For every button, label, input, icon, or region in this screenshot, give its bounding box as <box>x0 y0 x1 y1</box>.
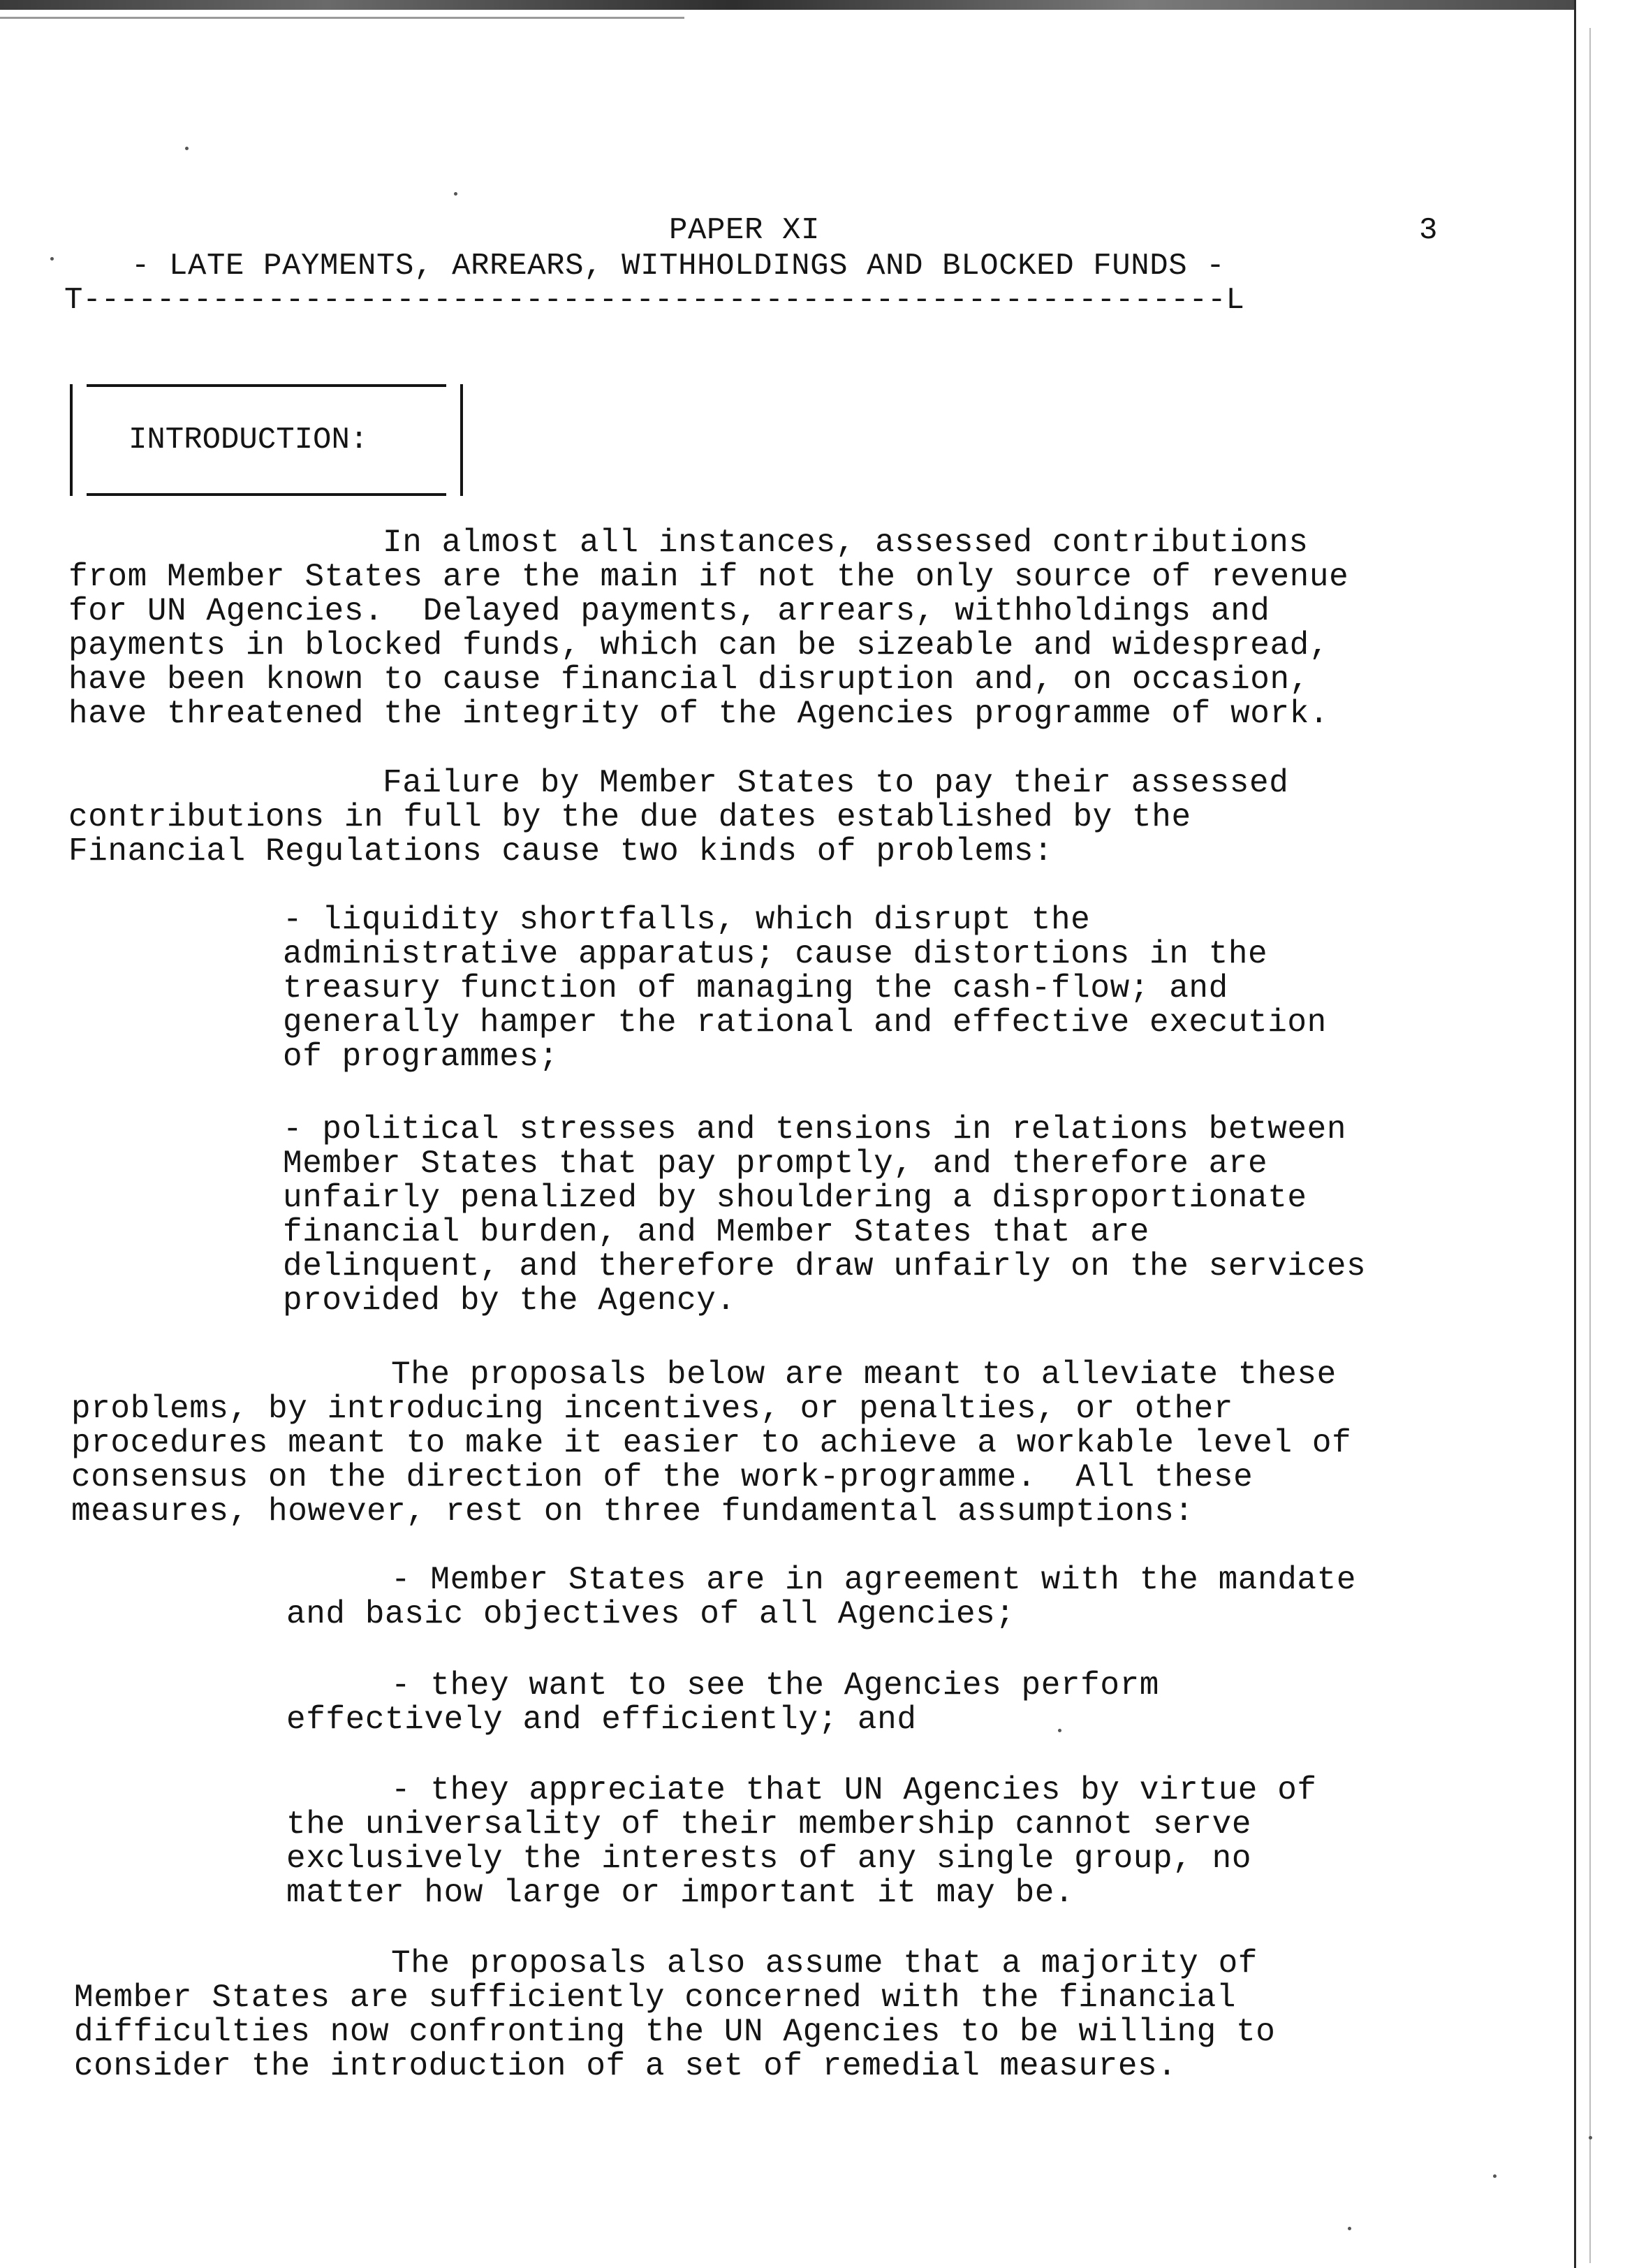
header-rule: T--------------------------------------------------------------L <box>64 283 1244 318</box>
bullet-line: administrative apparatus; cause distortions in the <box>283 936 1268 972</box>
document-title: PAPER XI <box>669 213 821 248</box>
paragraph-line: for UN Agencies. Delayed payments, arrears, withholdings and <box>68 593 1270 629</box>
scan-speck <box>50 257 54 261</box>
scan-speck <box>1589 2136 1592 2139</box>
scan-top-line <box>0 17 684 19</box>
paragraph-line: The proposals below are meant to alleviate these <box>391 1356 1337 1393</box>
section-heading-box <box>70 384 463 496</box>
assumption-line: exclusively the interests of any single group, no <box>286 1841 1252 1877</box>
paragraph-line: Member States are sufficiently concerned with the financial <box>74 1980 1237 2016</box>
scan-right-edge-line <box>1589 28 1591 2263</box>
bullet-line: Member States that pay promptly, and therefore are <box>283 1146 1268 1182</box>
scan-speck <box>454 192 457 196</box>
bullet-line: of programmes; <box>283 1039 559 1075</box>
paragraph-line: have threatened the integrity of the Agencies programme of work. <box>68 696 1330 732</box>
scan-speck <box>1058 1729 1061 1732</box>
bullet-line: unfairly penalized by shouldering a disproportionate <box>283 1180 1307 1216</box>
paragraph-line: have been known to cause financial disruption and, on occasion, <box>68 661 1309 698</box>
assumption-line: - Member States are in agreement with the mandate <box>391 1562 1357 1598</box>
paragraph-line: consensus on the direction of the work-programme. All these <box>71 1459 1254 1495</box>
bullet-line: provided by the Agency. <box>283 1282 736 1319</box>
bullet-line: - liquidity shortfalls, which disrupt the <box>283 902 1091 938</box>
scan-speck <box>185 147 189 150</box>
paragraph-line: The proposals also assume that a majority of <box>391 1945 1258 1982</box>
document-subtitle: - LATE PAYMENTS, ARREARS, WITHHOLDINGS AND BLOCKED FUNDS - <box>131 249 1226 284</box>
scan-speck <box>1493 2174 1497 2178</box>
paragraph-line: consider the introduction of a set of remedial measures. <box>74 2048 1177 2084</box>
bullet-line: treasury function of managing the cash-flow; and <box>283 970 1228 1007</box>
assumption-line: - they want to see the Agencies perform <box>391 1667 1159 1704</box>
assumption-line: and basic objectives of all Agencies; <box>286 1596 1015 1632</box>
bullet-line: delinquent, and therefore draw unfairly on the services <box>283 1248 1367 1285</box>
paragraph-line: measures, however, rest on three fundamental assumptions: <box>71 1493 1194 1530</box>
paragraph-line: Failure by Member States to pay their assessed <box>383 765 1289 801</box>
paragraph-line: payments in blocked funds, which can be sizeable and widespread, <box>68 627 1330 664</box>
assumption-line: effectively and efficiently; and <box>286 1702 917 1738</box>
box-bottom-rule <box>87 493 446 496</box>
bullet-line: generally hamper the rational and effective execution <box>283 1004 1327 1041</box>
bullet-line: - political stresses and tensions in relations between <box>283 1111 1347 1148</box>
paragraph-line: from Member States are the main if not the only source of revenue <box>68 559 1349 595</box>
scan-right-edge <box>1574 0 1632 2268</box>
paragraph-line: Financial Regulations cause two kinds of problems: <box>68 833 1054 870</box>
bullet-line: financial burden, and Member States that are <box>283 1214 1149 1250</box>
paragraph-line: difficulties now confronting the UN Agencies to be willing to <box>74 2014 1276 2050</box>
paragraph-line: problems, by introducing incentives, or penalties, or other <box>71 1391 1234 1427</box>
paragraph-line: procedures meant to make it easier to achieve a workable level of <box>71 1425 1352 1461</box>
paragraph-line: In almost all instances, assessed contributions <box>383 525 1309 561</box>
scan-top-border <box>0 0 1632 10</box>
section-heading: INTRODUCTION: <box>128 423 369 458</box>
assumption-line: - they appreciate that UN Agencies by virtue of <box>391 1772 1317 1808</box>
assumption-line: matter how large or important it may be. <box>286 1875 1075 1911</box>
scan-speck <box>1348 2227 1351 2230</box>
page-number: 3 <box>1419 213 1439 248</box>
paragraph-line: contributions in full by the due dates established by the <box>68 799 1191 835</box>
box-top-rule <box>87 384 446 387</box>
assumption-line: the universality of their membership cannot serve <box>286 1806 1252 1843</box>
